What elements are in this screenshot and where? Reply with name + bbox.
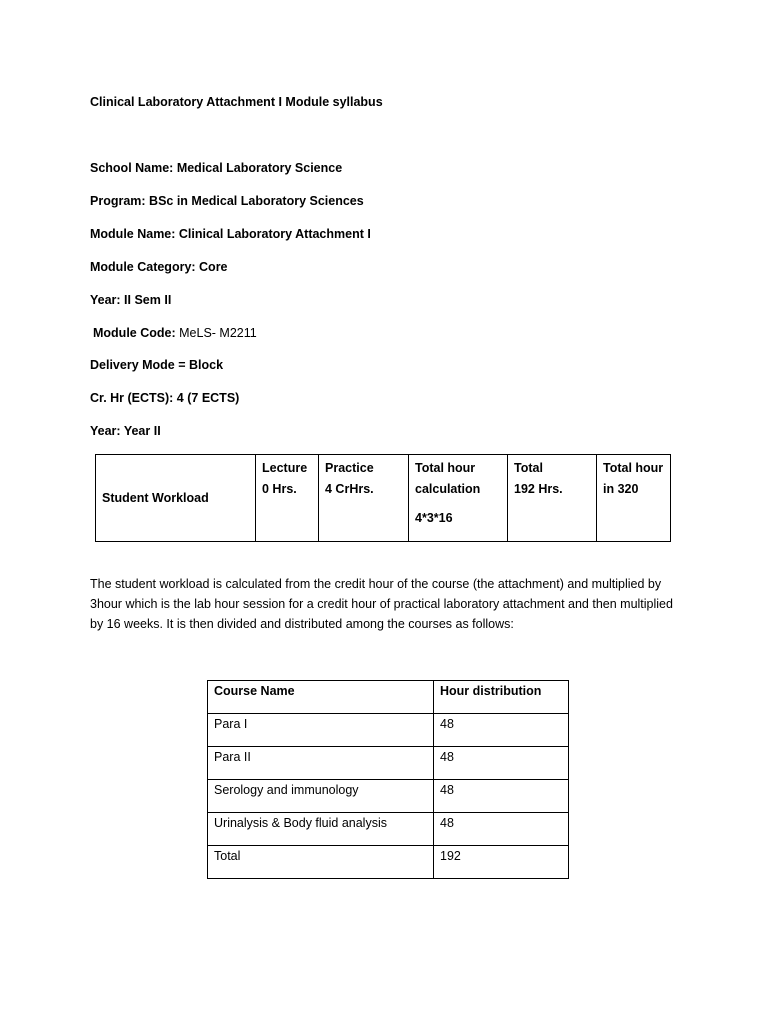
course-name-cell: Urinalysis & Body fluid analysis: [208, 813, 434, 846]
module-category-field: Module Category: Core: [90, 260, 228, 274]
table-header-row: [208, 681, 569, 714]
total-value: 192 Hrs.: [514, 482, 563, 496]
total-in-line2: in 320: [603, 482, 639, 496]
calculation-header-line2: calculation: [415, 482, 481, 496]
credit-hour-field: Cr. Hr (ECTS): 4 (7 ECTS): [90, 391, 240, 405]
total-header: Total: [514, 461, 543, 475]
calculation-cell: [409, 455, 508, 542]
program-field: Program: BSc in Medical Laboratory Sciences: [90, 194, 364, 208]
table-row: [208, 714, 569, 747]
module-code-field: [93, 326, 257, 340]
practice-cell: [319, 455, 409, 542]
course-name-cell: Para II: [208, 747, 434, 780]
workload-row-label: Student Workload: [96, 455, 256, 542]
total-cell: [508, 455, 597, 542]
hours-cell: 48: [434, 780, 569, 813]
practice-value: 4 CrHrs.: [325, 482, 374, 496]
lecture-value: 0 Hrs.: [262, 482, 297, 496]
course-name-cell: Para I: [208, 714, 434, 747]
total-in-cell: [597, 455, 671, 542]
course-name-cell: Total: [208, 846, 434, 879]
school-name-field: School Name: Medical Laboratory Science: [90, 161, 343, 175]
year-field: Year: Year II: [90, 424, 161, 438]
hours-cell: 192: [434, 846, 569, 879]
hours-cell: 48: [434, 747, 569, 780]
year-semester-field: Year: II Sem II: [90, 293, 172, 307]
lecture-cell: [256, 455, 319, 542]
module-code-label: Module Code:: [93, 326, 176, 340]
lecture-header: Lecture: [262, 461, 308, 475]
total-in-line1: Total hour: [603, 461, 664, 475]
table-row: [96, 455, 671, 542]
delivery-mode-field: Delivery Mode = Block: [90, 358, 224, 372]
hours-cell: 48: [434, 813, 569, 846]
calculation-header-line1: Total hour: [415, 461, 476, 475]
hour-distribution-header: Hour distribution: [434, 681, 569, 714]
student-workload-table: [95, 454, 671, 542]
table-row: [208, 813, 569, 846]
module-name-field: Module Name: Clinical Laboratory Attachment I: [90, 227, 371, 241]
course-name-header: Course Name: [208, 681, 434, 714]
course-name-cell: Serology and immunology: [208, 780, 434, 813]
practice-header: Practice: [325, 461, 374, 475]
hours-cell: 48: [434, 714, 569, 747]
workload-explanation-paragraph: The student workload is calculated from the credit hour of the course (the attachment) and multiplied by 3hour which is the lab hour session for a credit hour of practical laboratory attachment and then multiplied by 16 weeks. It is then divided and distributed among the courses as follows:: [90, 577, 673, 631]
module-code-value: MeLS- M2211: [179, 326, 257, 340]
document-title: Clinical Laboratory Attachment I Module syllabus: [90, 95, 383, 109]
table-row: [208, 846, 569, 879]
course-hour-distribution-table: [207, 680, 569, 879]
calculation-value: 4*3*16: [415, 511, 453, 525]
table-row: [208, 747, 569, 780]
table-row: [208, 780, 569, 813]
